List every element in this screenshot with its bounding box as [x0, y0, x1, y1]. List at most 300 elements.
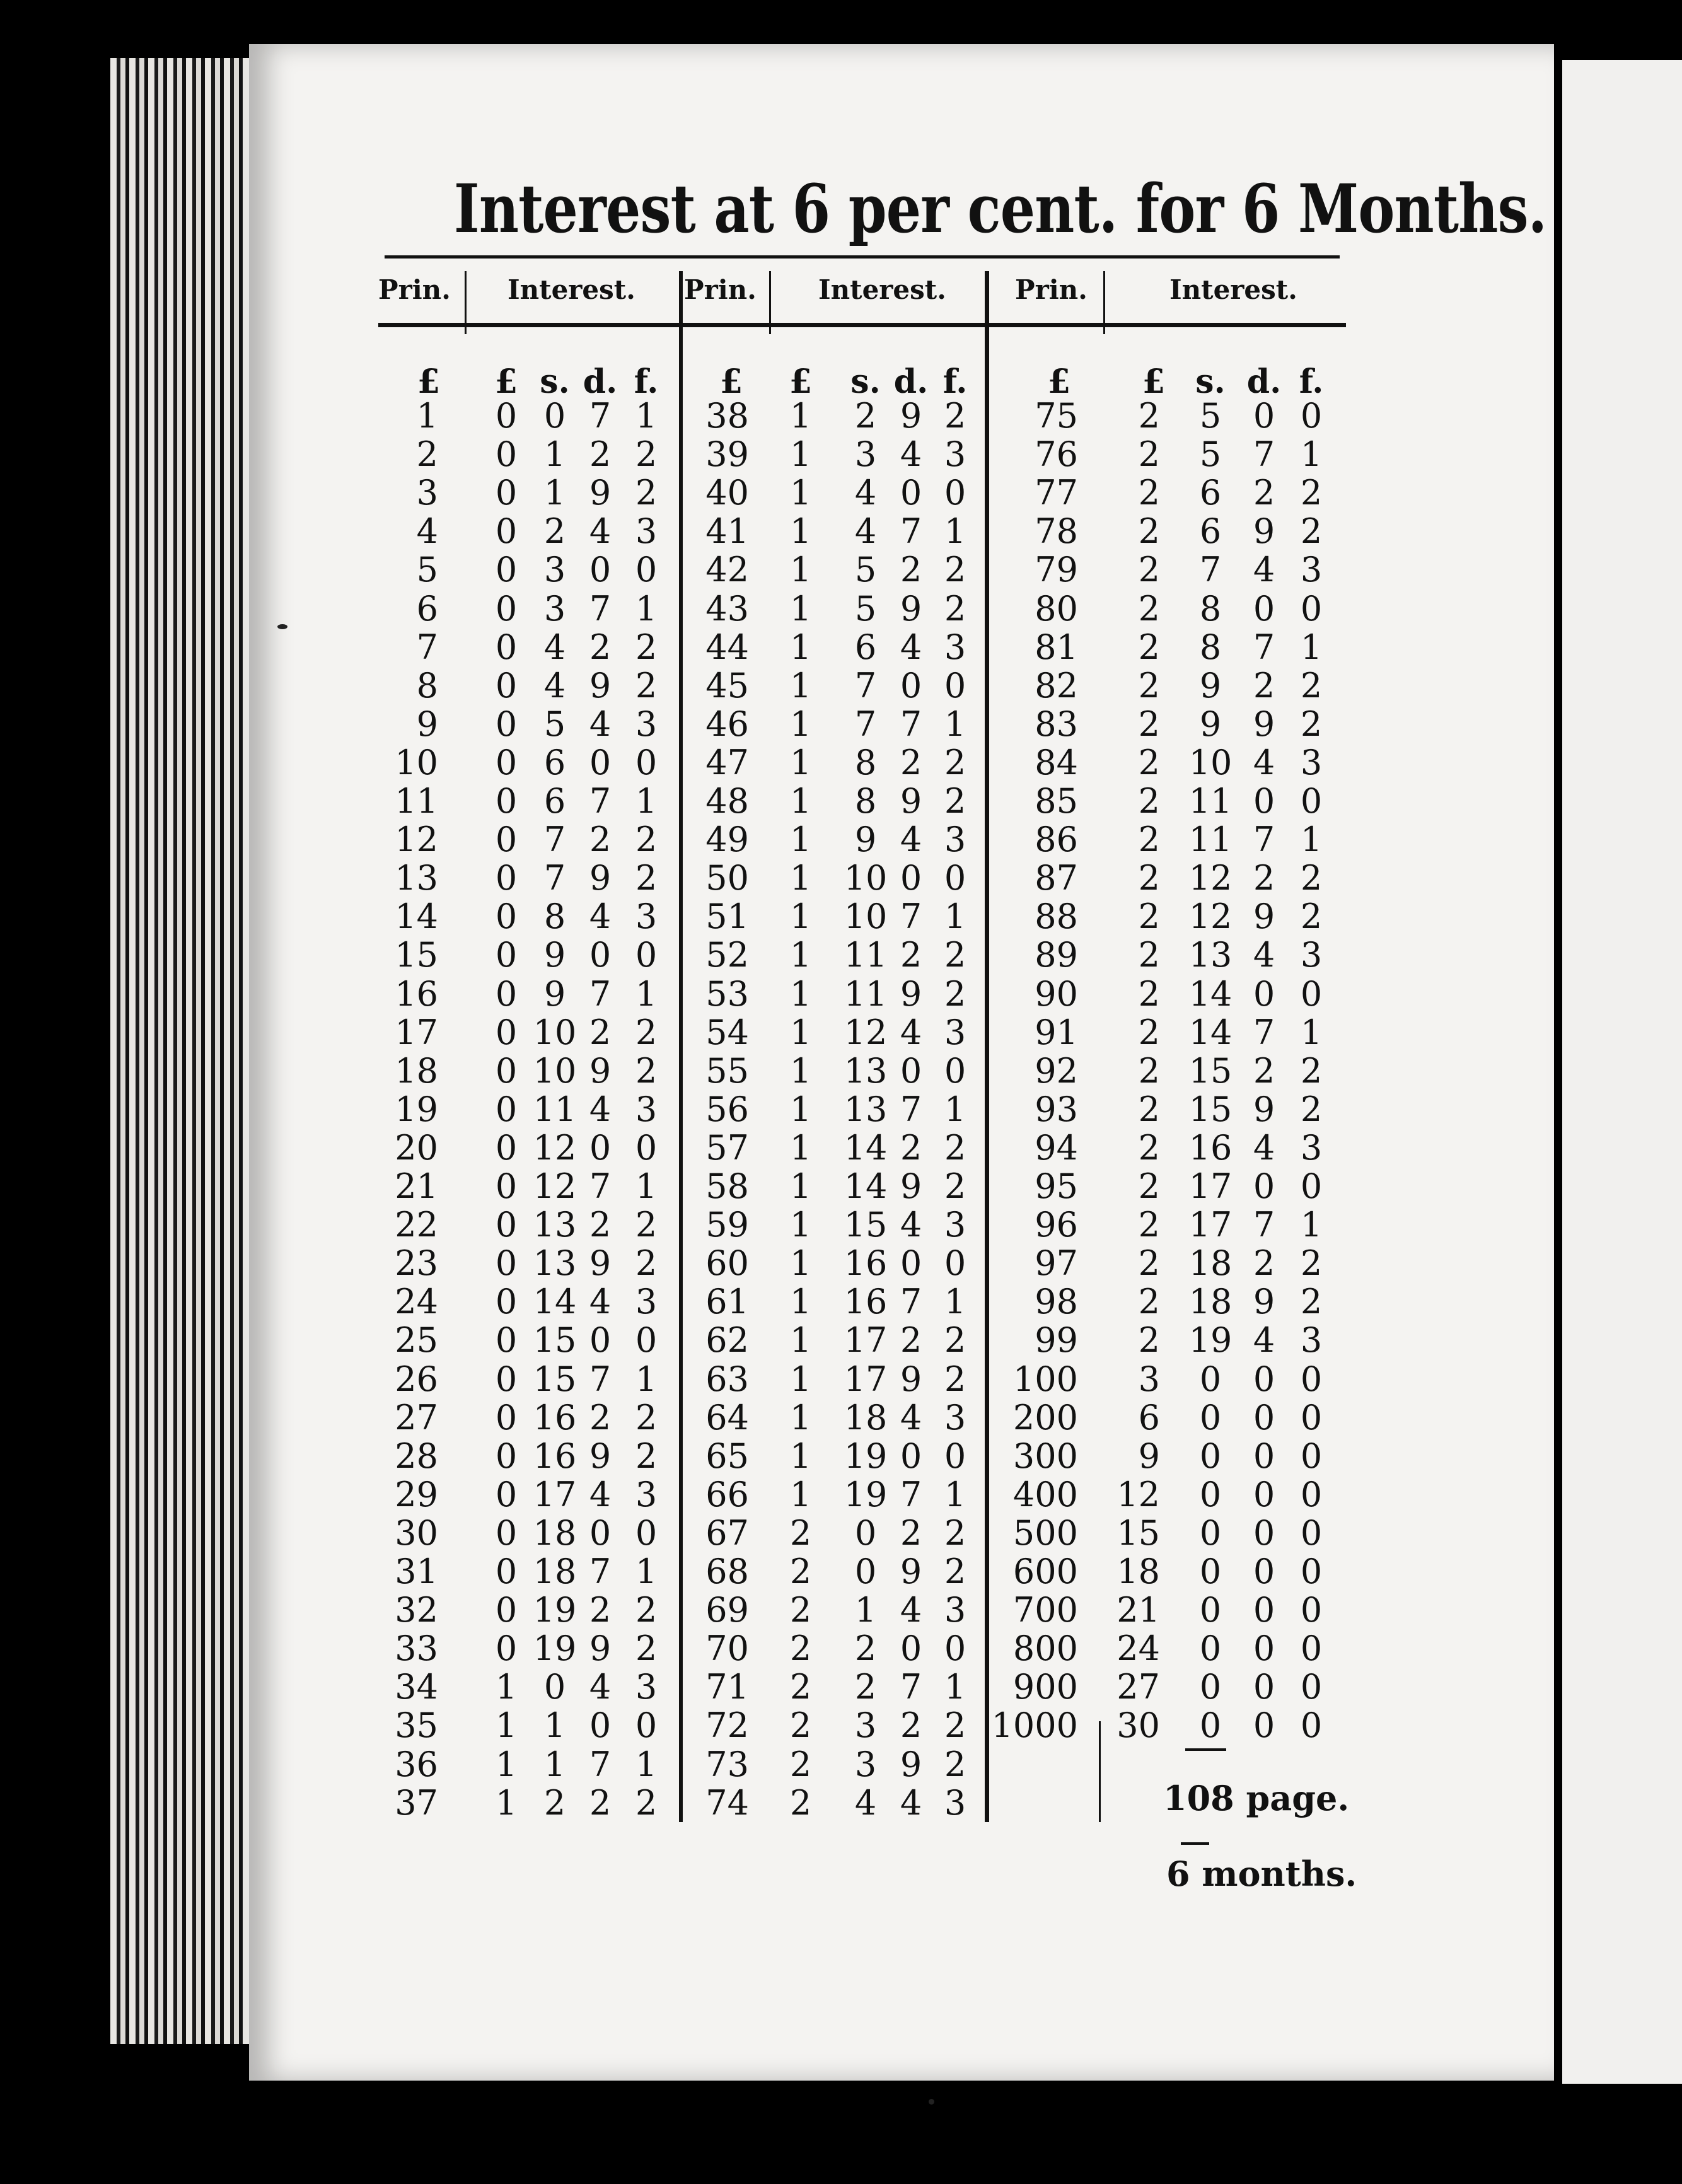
cell-pounds-1: 0: [495, 1089, 518, 1129]
cell-prin-3: 98: [1035, 1282, 1078, 1322]
cell-prin-1: 32: [395, 1590, 438, 1630]
cell-pence-3: 0: [1253, 1513, 1275, 1553]
table-row: [0, 1513, 1682, 1552]
header-interest-1: Interest.: [508, 274, 635, 305]
cell-pence-3: 0: [1253, 1705, 1275, 1746]
cell-farthings-1: 0: [635, 742, 658, 782]
cell-prin-3: 88: [1035, 897, 1078, 937]
cell-prin-1: 19: [395, 1089, 438, 1129]
cell-pounds-2: 1: [789, 1127, 812, 1168]
unit-pounds-3: £: [1142, 363, 1166, 401]
cell-pounds-2: 1: [789, 1050, 812, 1091]
cell-farthings-3: 1: [1300, 820, 1323, 860]
cell-farthings-2: 3: [944, 820, 966, 860]
cell-farthings-3: 0: [1300, 1667, 1323, 1707]
cell-prin-1: 28: [395, 1436, 438, 1476]
cell-farthings-1: 1: [635, 1552, 658, 1591]
cell-farthings-2: 0: [944, 1629, 966, 1669]
cell-pounds-2: 1: [789, 781, 812, 821]
cell-farthings-3: 0: [1300, 1705, 1323, 1746]
cell-shillings-2: 14: [844, 1127, 888, 1168]
cell-pence-3: 0: [1253, 781, 1275, 821]
cell-prin-3: 94: [1035, 1127, 1078, 1168]
cell-farthings-3: 1: [1300, 434, 1323, 475]
cell-prin-1: 26: [395, 1359, 438, 1399]
cell-pence-3: 0: [1253, 396, 1275, 436]
cell-farthings-3: 2: [1300, 1050, 1323, 1091]
cell-pence-2: 0: [900, 1243, 922, 1284]
cell-prin-2: 70: [705, 1629, 749, 1669]
cell-pence-1: 2: [589, 1590, 612, 1630]
cell-pounds-2: 2: [789, 1667, 812, 1707]
cell-pence-3: 4: [1253, 1320, 1275, 1361]
cell-pence-3: 0: [1253, 1359, 1275, 1399]
cell-pence-1: 0: [589, 1320, 612, 1361]
unit-pence-1: d.: [583, 363, 618, 401]
cell-shillings-3: 7: [1199, 550, 1222, 590]
table-row: [0, 1013, 1682, 1051]
cell-shillings-3: 8: [1199, 627, 1222, 667]
cell-farthings-1: 1: [635, 781, 658, 821]
cell-shillings-1: 7: [543, 820, 566, 860]
cell-prin-2: 61: [705, 1282, 749, 1322]
cell-shillings-2: 2: [854, 396, 877, 436]
cell-farthings-1: 3: [635, 1474, 658, 1514]
cell-farthings-3: 2: [1300, 1243, 1323, 1284]
cell-pounds-2: 1: [789, 550, 812, 590]
cell-pence-2: 0: [900, 1436, 922, 1476]
cell-farthings-2: 2: [944, 396, 966, 436]
cell-shillings-2: 5: [854, 588, 877, 629]
cell-pence-2: 7: [900, 1667, 922, 1707]
cell-farthings-2: 2: [944, 781, 966, 821]
cell-pence-2: 4: [900, 820, 922, 860]
cell-shillings-1: 15: [533, 1320, 577, 1361]
cell-farthings-1: 0: [635, 550, 658, 590]
cell-pounds-1: 0: [495, 1050, 518, 1091]
cell-pounds-2: 1: [789, 1205, 812, 1245]
cell-pounds-2: 1: [789, 1166, 812, 1206]
cell-pence-2: 4: [900, 1205, 922, 1245]
cell-pounds-1: 0: [495, 1513, 518, 1553]
cell-prin-2: 65: [705, 1436, 749, 1476]
cell-farthings-1: 2: [635, 1782, 658, 1823]
cell-pounds-3: 2: [1138, 1205, 1160, 1245]
cell-shillings-2: 8: [854, 781, 877, 821]
cell-pounds-2: 1: [789, 935, 812, 975]
cell-shillings-1: 1: [543, 1705, 566, 1746]
cell-pounds-2: 2: [789, 1590, 812, 1630]
table-row: [0, 1629, 1682, 1667]
cell-farthings-2: 3: [944, 1012, 966, 1052]
cell-prin-1: 30: [395, 1513, 438, 1553]
cell-prin-3: 93: [1035, 1089, 1078, 1129]
cell-prin-3: 79: [1035, 550, 1078, 590]
cell-pounds-2: 1: [789, 511, 812, 552]
cell-pounds-2: 1: [789, 473, 812, 513]
cell-pounds-2: 1: [789, 1436, 812, 1476]
cell-pence-2: 9: [900, 1359, 922, 1399]
cell-pence-1: 9: [589, 1629, 612, 1669]
cell-pence-1: 0: [589, 1513, 612, 1553]
cell-shillings-3: 15: [1188, 1089, 1232, 1129]
cell-pounds-3: 21: [1116, 1590, 1160, 1630]
cell-farthings-2: 3: [944, 627, 966, 667]
cell-pence-1: 7: [589, 588, 612, 629]
cell-pounds-3: 2: [1138, 1127, 1160, 1168]
ink-speck: [929, 2099, 934, 2105]
cell-prin-3: 85: [1035, 781, 1078, 821]
cell-prin-1: 18: [395, 1050, 438, 1091]
cell-farthings-3: 3: [1300, 935, 1323, 975]
cell-farthings-2: 2: [944, 588, 966, 629]
cell-pence-3: 2: [1253, 1050, 1275, 1091]
cell-pounds-2: 1: [789, 396, 812, 436]
cell-prin-2: 46: [705, 704, 749, 744]
cell-pounds-2: 1: [789, 665, 812, 706]
cell-farthings-1: 2: [635, 1397, 658, 1438]
cell-farthings-3: 0: [1300, 396, 1323, 436]
cell-pounds-3: 2: [1138, 588, 1160, 629]
cell-pence-2: 4: [900, 1012, 922, 1052]
cell-pounds-1: 0: [495, 1590, 518, 1630]
unit-pence-2: d.: [893, 363, 929, 401]
cell-prin-3: 86: [1035, 820, 1078, 860]
cell-pence-1: 7: [589, 973, 612, 1014]
cell-shillings-1: 15: [533, 1359, 577, 1399]
cell-shillings-2: 16: [844, 1243, 888, 1284]
cell-shillings-3: 18: [1188, 1243, 1232, 1284]
cell-farthings-1: 2: [635, 1629, 658, 1669]
cell-pence-1: 9: [589, 858, 612, 898]
cell-pence-1: 7: [589, 1552, 612, 1591]
cell-prin-1: 11: [395, 781, 438, 821]
cell-shillings-3: 0: [1199, 1629, 1222, 1669]
cell-pence-2: 0: [900, 858, 922, 898]
cell-pence-3: 0: [1253, 1552, 1275, 1591]
cell-pence-3: 7: [1253, 1012, 1275, 1052]
cell-farthings-3: 0: [1300, 588, 1323, 629]
cell-farthings-3: 2: [1300, 473, 1323, 513]
cell-pence-2: 4: [900, 627, 922, 667]
cell-farthings-2: 2: [944, 1166, 966, 1206]
cell-prin-2: 69: [705, 1590, 749, 1630]
cell-pounds-2: 1: [789, 858, 812, 898]
cell-farthings-3: 2: [1300, 704, 1323, 744]
cell-prin-3: 300: [1012, 1436, 1078, 1476]
cell-shillings-1: 0: [543, 396, 566, 436]
cell-pence-3: 0: [1253, 1166, 1275, 1206]
cell-shillings-2: 14: [844, 1166, 888, 1206]
cell-farthings-2: 0: [944, 1436, 966, 1476]
cell-pence-1: 2: [589, 434, 612, 475]
cell-farthings-3: 2: [1300, 858, 1323, 898]
cell-farthings-2: 1: [944, 1667, 966, 1707]
cell-shillings-1: 11: [533, 1089, 577, 1129]
cell-prin-2: 57: [705, 1127, 749, 1168]
cell-pence-3: 2: [1253, 665, 1275, 706]
cell-pence-1: 9: [589, 1436, 612, 1476]
cell-farthings-3: 0: [1300, 1629, 1323, 1669]
cell-shillings-2: 5: [854, 550, 877, 590]
cell-pence-1: 0: [589, 1705, 612, 1746]
header-interest-2: Interest.: [818, 274, 946, 305]
cell-shillings-2: 10: [844, 858, 888, 898]
cell-shillings-2: 11: [844, 935, 888, 975]
cell-pounds-3: 2: [1138, 742, 1160, 782]
cell-shillings-3: 11: [1188, 781, 1232, 821]
cell-farthings-2: 3: [944, 1205, 966, 1245]
cell-pence-2: 0: [900, 665, 922, 706]
table-row: [0, 935, 1682, 973]
cell-shillings-2: 18: [844, 1397, 888, 1438]
cell-pence-1: 2: [589, 1397, 612, 1438]
cell-shillings-2: 7: [854, 704, 877, 744]
cell-farthings-3: 2: [1300, 1089, 1323, 1129]
cell-prin-3: 700: [1012, 1590, 1078, 1630]
cell-prin-2: 52: [705, 935, 749, 975]
cell-farthings-1: 2: [635, 665, 658, 706]
cell-pence-3: 7: [1253, 820, 1275, 860]
cell-farthings-3: 3: [1300, 550, 1323, 590]
cell-shillings-1: 14: [533, 1282, 577, 1322]
table-row: [0, 396, 1682, 434]
cell-pence-1: 7: [589, 1359, 612, 1399]
cell-pence-1: 7: [589, 1744, 612, 1784]
cell-pounds-3: 2: [1138, 1282, 1160, 1322]
cell-shillings-2: 13: [844, 1050, 888, 1091]
cell-prin-1: 31: [395, 1552, 438, 1591]
cell-farthings-3: 2: [1300, 1282, 1323, 1322]
table-row: [0, 666, 1682, 704]
cell-pence-2: 7: [900, 704, 922, 744]
cell-shillings-3: 19: [1188, 1320, 1232, 1361]
cell-prin-2: 71: [705, 1667, 749, 1707]
cell-farthings-3: 0: [1300, 1359, 1323, 1399]
cell-prin-2: 50: [705, 858, 749, 898]
cell-pence-2: 9: [900, 973, 922, 1014]
cell-shillings-3: 10: [1188, 742, 1232, 782]
cell-shillings-1: 3: [543, 550, 566, 590]
header-prin-3: Prin.: [1015, 274, 1088, 305]
table-row: [0, 704, 1682, 743]
cell-prin-3: 1000: [991, 1705, 1078, 1746]
cell-farthings-2: 3: [944, 434, 966, 475]
cell-pence-3: 0: [1253, 1590, 1275, 1630]
cell-pence-2: 7: [900, 1474, 922, 1514]
cell-shillings-2: 8: [854, 742, 877, 782]
cell-pence-3: 4: [1253, 742, 1275, 782]
cell-shillings-1: 4: [543, 665, 566, 706]
cell-pounds-3: 2: [1138, 1050, 1160, 1091]
cell-pounds-2: 1: [789, 1474, 812, 1514]
cell-pounds-1: 0: [495, 704, 518, 744]
cell-farthings-2: 0: [944, 665, 966, 706]
cell-pounds-3: 2: [1138, 396, 1160, 436]
cell-pounds-2: 1: [789, 1320, 812, 1361]
cell-pounds-3: 2: [1138, 1243, 1160, 1284]
cell-prin-2: 72: [705, 1705, 749, 1746]
cell-pence-2: 7: [900, 511, 922, 552]
cell-prin-2: 74: [705, 1782, 749, 1823]
cell-pounds-3: 2: [1138, 858, 1160, 898]
cell-pounds-3: 2: [1138, 897, 1160, 937]
cell-farthings-3: 0: [1300, 1552, 1323, 1591]
cell-pounds-2: 2: [789, 1629, 812, 1669]
cell-prin-1: 25: [395, 1320, 438, 1361]
cell-pence-3: 2: [1253, 1243, 1275, 1284]
cell-pounds-3: 18: [1116, 1552, 1160, 1591]
cell-farthings-2: 3: [944, 1397, 966, 1438]
cell-prin-1: 2: [416, 434, 438, 475]
cell-prin-2: 47: [705, 742, 749, 782]
cell-prin-1: 13: [395, 858, 438, 898]
cell-pounds-2: 1: [789, 1089, 812, 1129]
cell-prin-1: 23: [395, 1243, 438, 1284]
unit-farthings-3: f.: [1299, 363, 1324, 401]
cell-farthings-2: 2: [944, 1359, 966, 1399]
cell-farthings-1: 2: [635, 820, 658, 860]
cell-pence-2: 2: [900, 1513, 922, 1553]
cell-shillings-3: 0: [1199, 1513, 1222, 1553]
cell-farthings-1: 1: [635, 973, 658, 1014]
table-row: [0, 589, 1682, 627]
cell-prin-3: 100: [1012, 1359, 1078, 1399]
cell-pounds-1: 0: [495, 1282, 518, 1322]
cell-prin-3: 87: [1035, 858, 1078, 898]
cell-prin-2: 58: [705, 1166, 749, 1206]
cell-prin-1: 22: [395, 1205, 438, 1245]
cell-farthings-2: 2: [944, 1320, 966, 1361]
cell-prin-2: 73: [705, 1744, 749, 1784]
table-row: [0, 1166, 1682, 1205]
cell-farthings-1: 1: [635, 1359, 658, 1399]
cell-prin-2: 38: [705, 396, 749, 436]
unit-shillings-2: s.: [850, 363, 881, 401]
cell-prin-2: 56: [705, 1089, 749, 1129]
cell-pounds-2: 1: [789, 1397, 812, 1438]
cell-prin-1: 1: [416, 396, 438, 436]
cell-pounds-2: 1: [789, 973, 812, 1014]
cell-farthings-1: 1: [635, 1166, 658, 1206]
header-interest-3: Interest.: [1169, 274, 1297, 305]
cell-pence-3: 7: [1253, 434, 1275, 475]
cell-prin-2: 62: [705, 1320, 749, 1361]
table-row: [0, 858, 1682, 897]
cell-farthings-2: 0: [944, 858, 966, 898]
cell-farthings-2: 2: [944, 1513, 966, 1553]
cell-pounds-2: 1: [789, 704, 812, 744]
cell-prin-1: 7: [416, 627, 438, 667]
cell-farthings-1: 3: [635, 704, 658, 744]
cell-pounds-1: 1: [495, 1744, 518, 1784]
cell-farthings-2: 2: [944, 935, 966, 975]
cell-pounds-1: 0: [495, 935, 518, 975]
cell-pence-1: 9: [589, 665, 612, 706]
cell-prin-2: 44: [705, 627, 749, 667]
cell-farthings-1: 3: [635, 897, 658, 937]
cell-pounds-2: 1: [789, 1243, 812, 1284]
cell-prin-1: 17: [395, 1012, 438, 1052]
cell-shillings-2: 19: [844, 1474, 888, 1514]
cell-pounds-1: 0: [495, 781, 518, 821]
table-row: [0, 1398, 1682, 1436]
cell-farthings-2: 1: [944, 511, 966, 552]
cell-pence-1: 0: [589, 550, 612, 590]
cell-shillings-1: 1: [543, 434, 566, 475]
cell-prin-3: 90: [1035, 973, 1078, 1014]
cell-prin-1: 9: [416, 704, 438, 744]
cell-farthings-2: 1: [944, 1282, 966, 1322]
cell-farthings-1: 3: [635, 1282, 658, 1322]
cell-shillings-3: 0: [1199, 1436, 1222, 1476]
cell-pence-2: 9: [900, 396, 922, 436]
cell-prin-1: 34: [395, 1667, 438, 1707]
header-prin-2: Prin.: [684, 274, 757, 305]
cell-pounds-3: 2: [1138, 1089, 1160, 1129]
cell-farthings-1: 0: [635, 1513, 658, 1553]
cell-prin-2: 68: [705, 1552, 749, 1591]
table-row: [0, 1089, 1682, 1128]
cell-pounds-2: 2: [789, 1744, 812, 1784]
cell-pounds-2: 1: [789, 742, 812, 782]
table-row: [0, 1667, 1682, 1705]
cell-pounds-1: 0: [495, 550, 518, 590]
cell-farthings-1: 3: [635, 511, 658, 552]
cell-pounds-3: 27: [1116, 1667, 1160, 1707]
cell-pence-3: 2: [1253, 473, 1275, 513]
cell-farthings-2: 1: [944, 897, 966, 937]
cell-pence-3: 9: [1253, 1282, 1275, 1322]
cell-pence-2: 2: [900, 550, 922, 590]
cell-pence-2: 4: [900, 1590, 922, 1630]
cell-prin-1: 3: [416, 473, 438, 513]
cell-pounds-1: 0: [495, 820, 518, 860]
cell-pence-1: 4: [589, 1282, 612, 1322]
cell-prin-3: 600: [1012, 1552, 1078, 1591]
cell-pence-2: 0: [900, 1050, 922, 1091]
unit-farthings-1: f.: [634, 363, 659, 401]
cell-prin-2: 66: [705, 1474, 749, 1514]
cell-pounds-2: 1: [789, 588, 812, 629]
cell-farthings-3: 3: [1300, 1320, 1323, 1361]
table-row: [0, 1705, 1682, 1744]
cell-shillings-3: 0: [1199, 1667, 1222, 1707]
cell-pence-3: 4: [1253, 1127, 1275, 1168]
cell-pence-2: 9: [900, 588, 922, 629]
cell-shillings-3: 0: [1199, 1359, 1222, 1399]
cell-pence-3: 4: [1253, 935, 1275, 975]
table-row: [0, 897, 1682, 935]
cell-shillings-1: 0: [543, 1667, 566, 1707]
cell-shillings-2: 17: [844, 1320, 888, 1361]
cell-prin-1: 4: [416, 511, 438, 552]
cell-shillings-1: 9: [543, 935, 566, 975]
unit-pounds-2: £: [789, 363, 813, 401]
cell-shillings-2: 10: [844, 897, 888, 937]
cell-pence-2: 4: [900, 1782, 922, 1823]
cell-farthings-2: 2: [944, 1552, 966, 1591]
cell-pence-2: 9: [900, 1552, 922, 1591]
cell-shillings-3: 9: [1199, 704, 1222, 744]
cell-pounds-2: 2: [789, 1705, 812, 1746]
note-dash-2: [1181, 1842, 1209, 1845]
cell-prin-3: 81: [1035, 627, 1078, 667]
cell-pounds-2: 2: [789, 1782, 812, 1823]
cell-shillings-2: 11: [844, 973, 888, 1014]
cell-farthings-2: 0: [944, 1243, 966, 1284]
cell-farthings-3: 0: [1300, 781, 1323, 821]
